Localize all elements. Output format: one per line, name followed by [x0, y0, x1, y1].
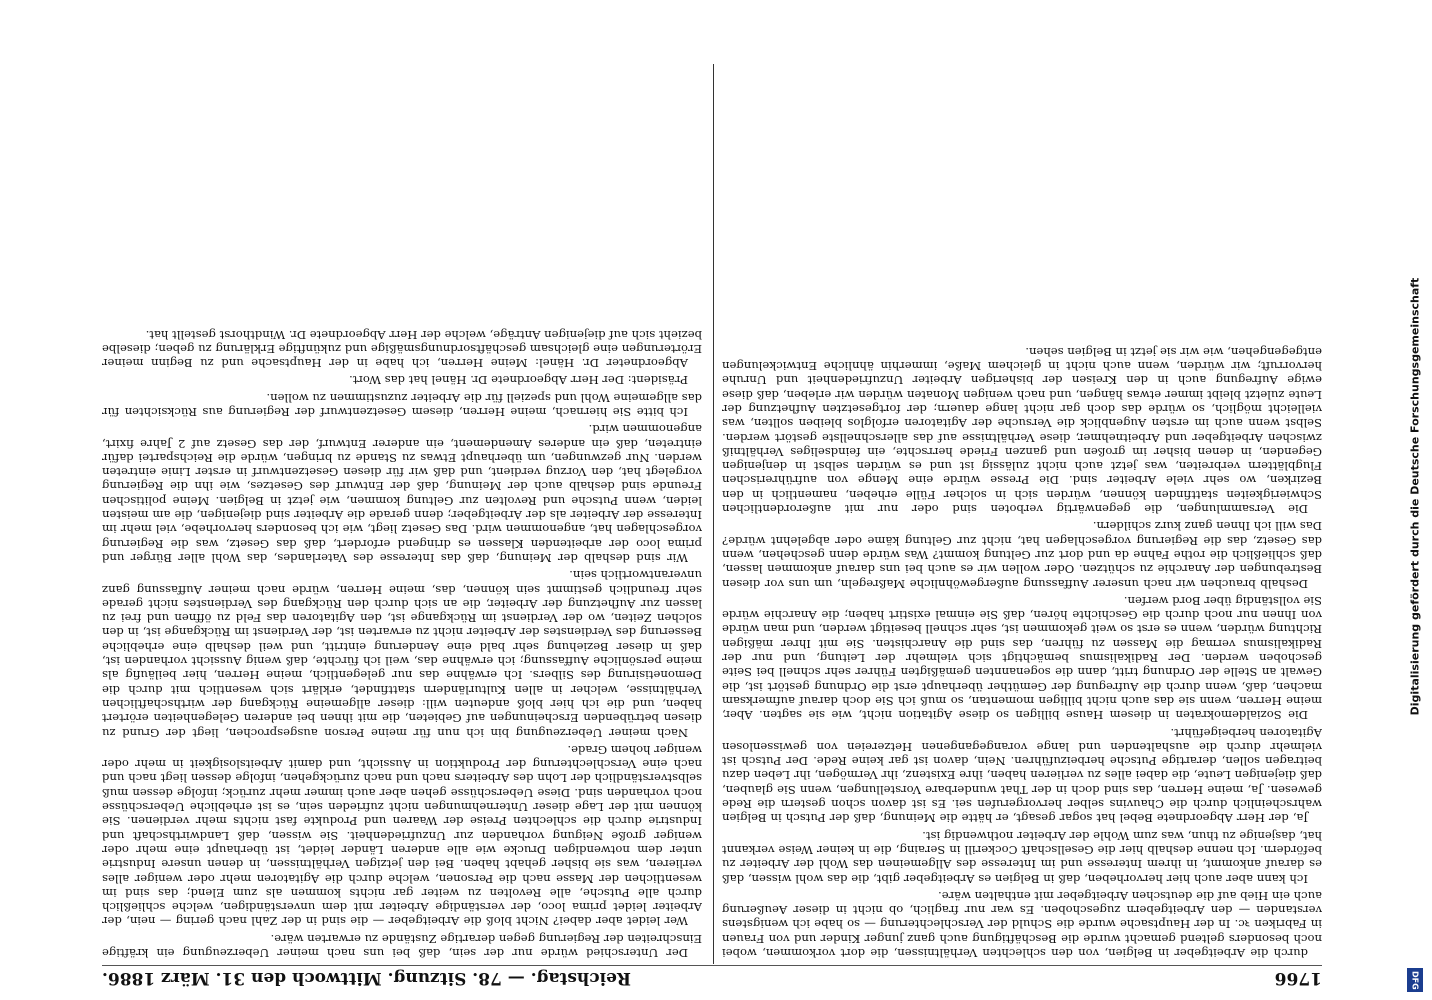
paragraph: Abgeordneter Dr. Hänel: Meine Herren, ich habe in der Hauptsache und zu Beginn meiner Erörterungen eine gleichsam geschäftsordnungsmäßige und zukünftige Erklärung zu geben; dieselbe bezieht sich auf diejenigen Anträge, welche der Herr Abgeordnete Dr. Windthorst gestellt hat.: [102, 327, 702, 371]
right-column: [102, 80, 702, 960]
header-title: Reichstag. — 78. Sitzung. Mittwoch den 31. März 1886.: [102, 968, 632, 988]
column-divider: [713, 64, 714, 964]
paragraph: Der Unterschied würde nur der sein, daß bei uns nach meiner Ueberzeugung ein kräftige Einschreiten der Regierung gegen derartige Zustände zu erwarten wäre.: [102, 931, 702, 960]
paragraph: Ich bitte Sie hiernach, meine Herren, diesem Gesetzentwurf der Regierung aus Rücksichten für das allgemeine Wohl und speziell für die Arbeiter zuzustimmen zu wollen.: [102, 390, 702, 420]
digitization-credit: [1405, 0, 1425, 1000]
page-number: 1766: [1274, 968, 1322, 988]
paragraph: Präsident: Der Herr Abgeordnete Dr. Hänel hat das Wort.: [349, 373, 688, 388]
left-column: [722, 80, 1322, 960]
paragraph: Wir sind deshalb der Meinung, daß das Interesse des Vaterlandes, das Wohl aller Bürger und prima loco der arbeitenden Klassen es dringend erfordert, daß das Gesetz, was die Regierung vorgeschlagen hat, angenommen wird. Das Gesetz liegt, wie ich besonders hervorhebe, viel mehr im Interesse der Arbeiter als der Arbeitgeber; denn gerade die Arbeiter sind diejenigen, die am meisten leiden, wenn Putsche und Revolten zur Geltung kommen, wie jetzt in Belgien. Meine politischen Freunde sind deshalb auch der Meinung, daß der Entwurf des Gesetzes, wie ihn die Regierung vorgelegt hat, den Vorzug verdient, und daß wir für diesen Gesetzentwurf in erster Linie eintreten werden. Nur gezwungen, um überhaupt Etwas zu Stande zu bringen, würde die Reichspartei dafür eintreten, daß ein anderes Amendement, ein anderer Entwurf, der das Gesetz auf 2 Jahre fixirt, angenommen wird.: [102, 422, 702, 565]
dfg-logo: DFG: [1407, 968, 1423, 992]
paragraph: durch die Arbeitgeber in Belgien, von den schlechten Verhältnissen, die dort vorkommen, wobei noch besonders geltend gemacht wurde die Beschäftigung auch ganz junger Kinder und von Frauen in Fabriken ꝛc. In der Hauptsache wurde die Schuld der Verschlechterung — so habe ich wenigstens verstanden — den Arbeitgebern zugeschoben. Es war nur fraglich, ob nicht in dieser Aeußerung auch ein Hieb auf die deutschen Arbeitgeber mit enthalten wäre.: [722, 888, 1322, 960]
paragraph: Die Sozialdemokraten in diesem Hause billigen so diese Agitation nicht, wie sie sagten. Aber, meine Herren, wenn sie das auch nicht billigen momentan, so muß ich Sie doch darauf aufmerksam machen, daß, wenn durch die Aufregung der Gemüther überhaupt erst die Ordnung gestört ist, die Gewalt an Stelle der Ordnung tritt, dann die sogenannten gemäßigten Führer sehr schnell bei Seite geschoben werden. Der Radikalismus bemächtigt sich vielmehr der Leitung, und nur der Radikalismus vermag die Massen zu führen, das sind die Anarchisten. Sie mit Ihrer mäßigen Richtung würden, wenn es erst so weit gekommen ist, sehr schnell beseitigt werden, und man würde von Ihnen nur noch durch die Geschichte hören, daß Sie einmal existirt haben; die Anarchie würde Sie vollständig über Bord werfen.: [722, 593, 1322, 723]
paragraph: Wer leidet aber dabei? Nicht bloß die Arbeitgeber — die sind in der Zahl nach gering — nein, der Arbeiter leidet prima loco, der verständige Arbeiter mit dem unverständigen, welche schließlich durch alle Putsche, alle Revolten zu weiter gar nichts kommen als zum Elend; das sind im wesentlichen der Masse nach die Personen, welche durch die Agitatoren mehr oder weniger alles verlieren, was sie bisher gehabt haben. Bei den jetzigen Verhältnissen, in denen unsere Industrie unter dem notwendigen Drucke wie alle anderen Länder leidet, ist überhaupt eine mehr oder weniger große Neigung vorhanden zur Unzufriedenheit. Sie wissen, daß Landwirthschaft und Industrie durch die schlechten Preise der Waaren und Produkte fast nichts mehr verdienen. Sie können mit der Lage dieser Unternehmungen nicht zufrieden sein, es ist erhebliche Ueberschüsse noch vorhanden sind. Diese Ueberschüsse gehen aber auch immer mehr zurück; infolge dessen muß selbstverständlich der Lohn des Arbeiters nach und nach zurückgehen, infolge dessen liegt nach und nach eine Verschlechterung der Produktion in Aussicht, und damit Arbeitslosigkeit in mehr oder weniger hohem Grade.: [102, 742, 702, 929]
page-header: [102, 965, 1322, 990]
paragraph: Deshalb brauchen wir nach unserer Auffassung außergewöhnliche Maßregeln, um uns vor diesen Bestrebungen der Anarchie zu schützen. Oder wollen wir es auch bei uns darauf ankommen lassen, daß schließlich die rothe Fahne da und dort zur Geltung kommt? Was würde denn geschehen, wenn das Gesetz, das die Regierung vorgeschlagen hat, nicht zur Geltung käme oder abgelehnt würde? Das will ich Ihnen ganz kurz schildern.: [722, 519, 1322, 591]
paragraph: Ich kann aber auch hier hervorheben, daß in Belgien es Arbeitgeber gibt, die das wohl wissen, daß es darauf ankommt, in ihrem Interesse und im Interesse des Allgemeinen das Wohl der Arbeiter zu befördern. Ich nenne deshalb hier die Gesellschaft Cockerill in Seraing, die in keiner Weise verkannt hat, dasjenige zu thun, was zum Wohle der Arbeiter nothwendig ist.: [722, 828, 1322, 886]
paragraph: Die Versammlungen, die gegenwärtig verboten sind oder nur mit außerordentlichen Schwierigkeiten stattfinden können, würden sich in solcher Fülle erheben, namentlich in den Bezirken, wo sehr viele Arbeiter sind. Die Presse würde eine Menge von aufrührerischen Flugblättern verbreiten, was jetzt auch nicht zulässig ist und es würden selbst in denjenigen Gegenden, in denen bisher im großen und ganzen Friede herrschte, ein feindseliges Verhältniß zwischen Arbeitgeber und Arbeitnehmer, diese Verhältnisse auf das allerschnellste gestört werden. Selbst wenn auch im ersten Augenblick die Versuche der Agitatoren erfolglos bleiben sollten, was vielleicht möglich, so würde das doch gar nicht lange dauern; der fortgesetzten Aufhetzung der Leute zuletzt bleibt immer etwas hängen, und nach wenigen Monaten würden wir erleben, daß diese ewige Aufregung auch in den Kreisen der bisherigen Arbeiter Unzufriedenheit und Unruhe hervorruft; wir würden, wenn auch nicht in gleichem Maße, immerhin ähnliche Entwickelungen entgegengehen, wie wir sie jetzt in Belgien sehen.: [722, 344, 1322, 517]
paragraph: Ja, der Herr Abgeordnete Bebel hat sogar gesagt, er hätte die Meinung, daß der Putsch in Belgien wahrscheinlich durch die Chauvins selber hervorgerufen sei. Es ist davon schon gestern die Rede gewesen. Ja, meine Herren, das sind doch in der That wunderbare Vorstellungen, wenn Sie glauben, daß diejenigen Leute, die dabei alles zu verlieren haben, ihre Existenz, ihr Vermögen, ihr Leben dazu beitragen sollen, derartige Putsche herbeizuführen. Nein, davon ist gar keine Rede. Der Putsch ist vielmehr durch die aushaltenden und lange vorangegangenen Hetzereien von gewissenlosen Agitatoren herbeigeführt.: [722, 725, 1322, 826]
credit-text: Digitalisierung gefördert durch die Deutsche Forschungsgemeinschaft: [1408, 277, 1422, 716]
paragraph: Nach meiner Ueberzeugung bin ich nun für meine Person ausgesprochen, liegt der Grund zu diesen betrübenden Erscheinungen auf Gebieten, die mit ihnen bei anderen Gelegenheiten erörtert haben, und die ich hier bloß andeuten will: dieser allgemeine Rückgang der wirthschaftlichen Verhältnisse, welcher in allen Kulturländern stattfindet, erklärt sich wesentlich mit durch die Demonetisirung des Silbers. Ich erwähne das nur gelegentlich, meine Herren, hier beiläufig als meine persönliche Auffassung; ich erwähne das, weil ich fürchte, daß wenig Aussicht vorhanden ist, daß in dieser Beziehung sehr bald eine Aenderung eintritt, und weil deshalb eine erhebliche Besserung des Verdienstes der Arbeiter nicht zu erwarten ist, der Verdienst im Rückgange ist, in den solchen Zeiten, wo der Verdienst im Rückgange ist, den Agitatoren das Feld zu öffnen und frei zu lassen zur Aufhetzung der Arbeiter, die an sich durch den Rückgang des Verdienstes nicht gerade sehr freundlich gestimmt sein können, das, meine Herren, würde nach meiner Auffassung ganz unverantwortlich sein.: [102, 568, 702, 740]
